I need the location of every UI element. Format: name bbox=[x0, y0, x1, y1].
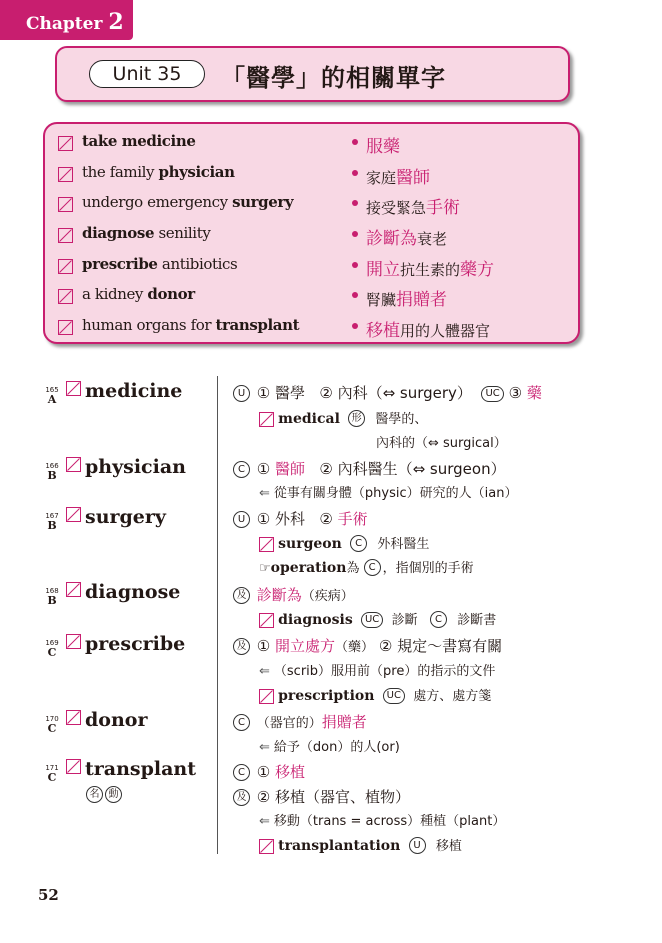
pos-badge: U bbox=[233, 385, 250, 402]
def-line: prescription UC 處方、處方箋 bbox=[259, 685, 491, 704]
pointing-hand-icon: ☞ bbox=[259, 561, 271, 576]
pos-badge: C bbox=[233, 764, 250, 781]
arrow-icon: ⇐ bbox=[259, 814, 270, 829]
uc-badge: UC bbox=[481, 386, 503, 402]
bullet-dot-icon bbox=[352, 323, 358, 329]
phrase-en: human organs for transplant bbox=[82, 316, 300, 334]
phrase-en: the family physician bbox=[82, 163, 235, 181]
checkbox-icon[interactable] bbox=[259, 412, 274, 427]
phrase-zh: 家庭醫師 bbox=[366, 168, 431, 188]
phrase-en: a kidney donor bbox=[82, 285, 195, 303]
def-line: medical 形 醫學的、 bbox=[259, 408, 427, 427]
phrase-zh: 移植用的人體器官 bbox=[366, 321, 491, 341]
checkbox-icon[interactable] bbox=[66, 457, 81, 472]
def-line: ⇐ 給予（don）的人(or) bbox=[259, 740, 400, 755]
page-number: 52 bbox=[38, 886, 59, 904]
checkbox-icon[interactable] bbox=[66, 381, 81, 396]
headword-prescribe: prescribe bbox=[66, 633, 185, 655]
phrase-en: take medicine bbox=[82, 132, 196, 150]
unit-label: Unit 35 bbox=[89, 60, 205, 88]
phrase-zh: 開立抗生素的藥方 bbox=[366, 260, 495, 280]
checkbox-icon[interactable] bbox=[58, 197, 73, 212]
phrase-zh: 服藥 bbox=[366, 137, 400, 157]
bullet-dot-icon bbox=[352, 231, 358, 237]
checkbox-icon[interactable] bbox=[58, 228, 73, 243]
entry-number: 171 C bbox=[45, 764, 59, 784]
bullet-dot-icon bbox=[352, 262, 358, 268]
pos-badge: 及 bbox=[233, 587, 250, 604]
pos-badge: U bbox=[409, 837, 426, 854]
def-line: 及 ② 移植（器官、植物） bbox=[233, 786, 410, 807]
def-line: ⇐ 移動（trans = across）種植（plant） bbox=[259, 814, 506, 829]
pos-badge: C bbox=[350, 535, 367, 552]
def-line: surgeon C 外科醫生 bbox=[259, 533, 429, 552]
def-line: transplantation U 移植 bbox=[259, 835, 462, 854]
chapter-tab bbox=[0, 0, 133, 40]
def-line: U ① 醫學 ② 內科（⇔ surgery） UC ③ 藥 bbox=[233, 382, 542, 403]
entry-number: 168 B bbox=[45, 587, 59, 607]
def-line: diagnosis UC 診斷 C 診斷書 bbox=[259, 609, 496, 628]
checkbox-icon[interactable] bbox=[66, 710, 81, 725]
phrase-row bbox=[58, 220, 568, 248]
pos-badge: 及 bbox=[233, 789, 250, 806]
checkbox-icon[interactable] bbox=[259, 537, 274, 552]
checkbox-icon[interactable] bbox=[58, 320, 73, 335]
checkbox-icon[interactable] bbox=[58, 136, 73, 151]
phrase-en: prescribe antibiotics bbox=[82, 255, 238, 273]
headword-transplant: transplant bbox=[66, 758, 196, 780]
phrase-en: diagnose senility bbox=[82, 224, 211, 242]
phrase-en: undergo emergency surgery bbox=[82, 193, 294, 211]
def-line: ⇐ 從事有關身體（physic）研究的人（ian） bbox=[259, 486, 518, 501]
entry-number: 167 B bbox=[45, 512, 59, 532]
pos-badge: C bbox=[233, 461, 250, 478]
checkbox-icon[interactable] bbox=[66, 759, 81, 774]
def-line: 及 ① 開立處方（藥） ② 規定～書寫有關 bbox=[233, 635, 502, 656]
checkbox-icon[interactable] bbox=[58, 289, 73, 304]
pos-noun-badge: 名 bbox=[86, 786, 103, 803]
entry-number: 165 A bbox=[45, 386, 59, 406]
transplant-pos-badges bbox=[86, 786, 124, 803]
def-line: ⇐ （scrib）服用前（pre）的指示的文件 bbox=[259, 664, 496, 679]
chapter-number: 2 bbox=[108, 9, 124, 35]
phrase-row bbox=[58, 281, 568, 309]
column-divider bbox=[217, 376, 218, 854]
uc-badge: UC bbox=[383, 688, 405, 704]
checkbox-icon[interactable] bbox=[66, 507, 81, 522]
pos-badge: U bbox=[233, 511, 250, 528]
arrow-icon: ⇐ bbox=[259, 740, 270, 755]
checkbox-icon[interactable] bbox=[66, 634, 81, 649]
checkbox-icon[interactable] bbox=[58, 167, 73, 182]
bullet-dot-icon bbox=[352, 170, 358, 176]
def-line: C ① 移植 bbox=[233, 761, 305, 782]
phrase-box bbox=[43, 122, 580, 344]
def-line: 及 診斷為（疾病） bbox=[233, 584, 354, 605]
pos-badge: C bbox=[233, 714, 250, 731]
def-line: C （器官的）捐贈者 bbox=[233, 711, 367, 732]
phrase-row bbox=[58, 128, 568, 156]
entry-number: 166 B bbox=[45, 462, 59, 482]
pos-badge: 及 bbox=[233, 638, 250, 655]
arrow-icon: ⇐ bbox=[259, 664, 270, 679]
headword-diagnose: diagnose bbox=[66, 581, 180, 603]
pos-verb-badge: 動 bbox=[105, 786, 122, 803]
uc-badge: UC bbox=[361, 612, 383, 628]
checkbox-icon[interactable] bbox=[259, 839, 274, 854]
unit-banner bbox=[55, 46, 570, 102]
pos-badge: C bbox=[364, 559, 381, 576]
headword-surgery: surgery bbox=[66, 506, 166, 528]
pos-badge: C bbox=[430, 611, 447, 628]
phrase-row bbox=[58, 159, 568, 187]
def-line: 內科的（⇔ surgical） bbox=[376, 436, 507, 451]
bullet-dot-icon bbox=[352, 200, 358, 206]
phrase-zh: 接受緊急手術 bbox=[366, 198, 461, 218]
headword-donor: donor bbox=[66, 709, 147, 731]
phrase-zh: 診斷為衰老 bbox=[366, 229, 448, 249]
def-line: ☞operation為 C ，指個別的手術 bbox=[259, 560, 474, 576]
phrase-row bbox=[58, 189, 568, 217]
phrase-zh: 腎臟捐贈者 bbox=[366, 290, 448, 310]
def-line: C ① 醫師 ② 內科醫生（⇔ surgeon） bbox=[233, 458, 506, 479]
arrow-icon: ⇐ bbox=[259, 486, 270, 501]
headword-physician: physician bbox=[66, 456, 186, 478]
checkbox-icon[interactable] bbox=[259, 613, 274, 628]
entry-number: 169 C bbox=[45, 639, 59, 659]
headword-medicine: medicine bbox=[66, 380, 182, 402]
bullet-dot-icon bbox=[352, 139, 358, 145]
chapter-label: Chapter 2 bbox=[26, 9, 124, 35]
unit-title: 「醫學」的相關單字 bbox=[221, 64, 446, 92]
def-line: U ① 外科 ② 手術 bbox=[233, 508, 368, 529]
phrase-row bbox=[58, 251, 568, 279]
checkbox-icon[interactable] bbox=[58, 259, 73, 274]
phrase-row bbox=[58, 312, 568, 340]
checkbox-icon[interactable] bbox=[66, 582, 81, 597]
bullet-dot-icon bbox=[352, 292, 358, 298]
checkbox-icon[interactable] bbox=[259, 689, 274, 704]
entry-number: 170 C bbox=[45, 715, 59, 735]
pos-badge: 形 bbox=[348, 410, 365, 427]
